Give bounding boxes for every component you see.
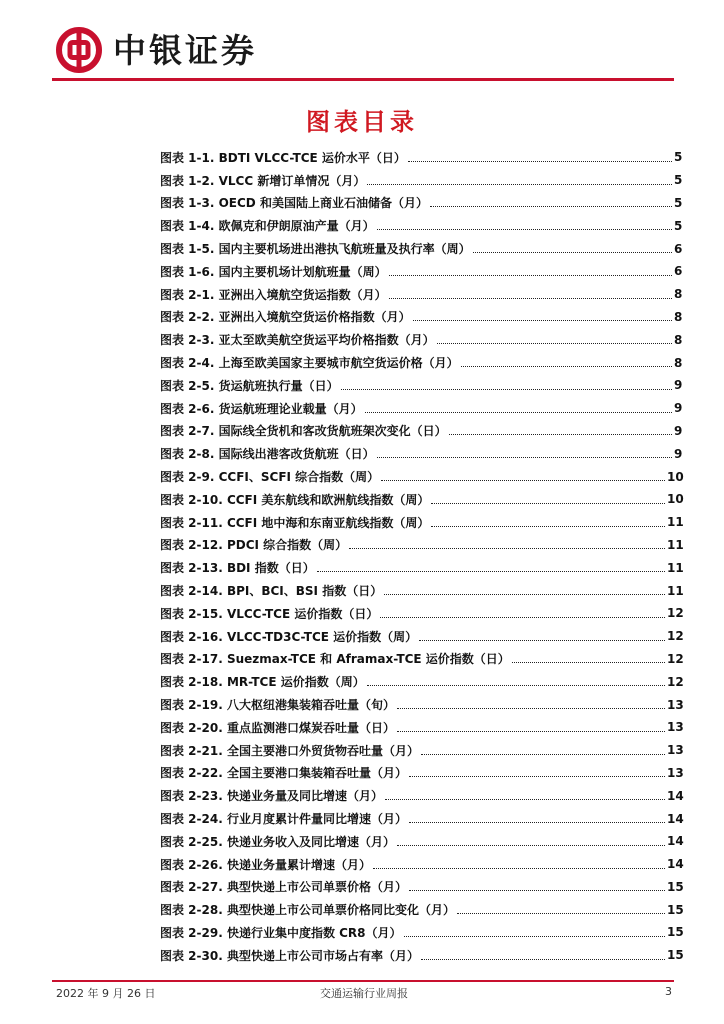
toc-entry[interactable] bbox=[160, 830, 682, 853]
toc-dot-leader bbox=[367, 184, 672, 185]
toc-entry-page-number: 11 bbox=[667, 515, 684, 530]
toc-entry-page-number: 6 bbox=[674, 264, 683, 279]
toc-entry-label: 图表 2-9. CCFI、SCFI 综合指数（周） bbox=[160, 470, 380, 485]
toc-dot-leader bbox=[449, 434, 672, 435]
toc-entry-label: 图表 1-4. 欧佩克和伊朗原油产量（月） bbox=[160, 219, 375, 234]
toc-entry-label: 图表 2-4. 上海至欧美国家主要城市航空货运价格（月） bbox=[160, 356, 459, 371]
toc-entry[interactable] bbox=[160, 579, 682, 602]
footer-divider bbox=[52, 980, 674, 982]
header-divider bbox=[52, 78, 674, 81]
toc-entry-label: 图表 2-5. 货运航班执行量（日） bbox=[160, 378, 339, 393]
toc-dot-leader bbox=[341, 389, 672, 390]
toc-entry[interactable] bbox=[160, 534, 682, 557]
toc-entry[interactable] bbox=[160, 420, 682, 443]
toc-dot-leader bbox=[409, 822, 665, 823]
toc-dot-leader bbox=[377, 229, 672, 230]
toc-entry-label: 图表 2-17. Suezmax-TCE 和 Aframax-TCE 运价指数（日） bbox=[160, 652, 510, 667]
toc-dot-leader bbox=[409, 776, 665, 777]
toc-entry-label: 图表 2-28. 典型快递上市公司单票价格同比变化（月） bbox=[160, 903, 455, 918]
toc-entry-page-number: 12 bbox=[667, 674, 684, 689]
toc-entry[interactable] bbox=[160, 237, 682, 260]
toc-entry[interactable] bbox=[160, 488, 682, 511]
toc-entry-page-number: 13 bbox=[667, 743, 684, 758]
toc-dot-leader bbox=[461, 366, 672, 367]
toc-entry-page-number: 15 bbox=[667, 879, 684, 894]
footer-report-title: 交通运输行业周报 bbox=[320, 987, 408, 1000]
toc-entry-page-number: 15 bbox=[667, 902, 684, 917]
toc-entry-page-number: 15 bbox=[667, 925, 684, 940]
toc-entry-label: 图表 1-3. OECD 和美国陆上商业石油储备（月） bbox=[160, 196, 428, 211]
toc-entry[interactable] bbox=[160, 602, 682, 625]
toc-entry-page-number: 12 bbox=[667, 651, 684, 666]
toc-dot-leader bbox=[397, 731, 665, 732]
toc-entry-page-number: 9 bbox=[674, 378, 683, 393]
toc-entry[interactable] bbox=[160, 944, 682, 967]
toc-entry-label: 图表 2-27. 典型快递上市公司单票价格（月） bbox=[160, 880, 407, 895]
toc-entry-page-number: 5 bbox=[674, 195, 683, 210]
toc-dot-leader bbox=[397, 845, 665, 846]
toc-dot-leader bbox=[404, 936, 665, 937]
toc-entry-page-number: 15 bbox=[667, 948, 684, 963]
toc-entry-label: 图表 2-29. 快递行业集中度指数 CR8（月） bbox=[160, 925, 402, 940]
toc-dot-leader bbox=[367, 685, 665, 686]
toc-entry-page-number: 10 bbox=[667, 492, 684, 507]
toc-entry-label: 图表 2-3. 亚太至欧美航空货运平均价格指数（月） bbox=[160, 333, 435, 348]
toc-entry-page-number: 9 bbox=[674, 446, 683, 461]
toc-entry[interactable] bbox=[160, 853, 682, 876]
toc-entry-label: 图表 1-6. 国内主要机场计划航班量（周） bbox=[160, 264, 387, 279]
toc-dot-leader bbox=[397, 708, 665, 709]
toc-entry-label: 图表 2-20. 重点监测港口煤炭吞吐量（日） bbox=[160, 720, 395, 735]
toc-entry-page-number: 11 bbox=[667, 537, 684, 552]
toc-entry-page-number: 5 bbox=[674, 218, 683, 233]
toc-entry-page-number: 8 bbox=[674, 332, 683, 347]
toc-entry-label: 图表 2-21. 全国主要港口外贸货物吞吐量（月） bbox=[160, 743, 419, 758]
toc-entry-label: 图表 2-30. 典型快递上市公司市场占有率（月） bbox=[160, 948, 419, 963]
toc-entry-label: 图表 2-19. 八大枢纽港集装箱吞吐量（旬） bbox=[160, 698, 395, 713]
toc-entry[interactable] bbox=[160, 351, 682, 374]
toc-entry[interactable] bbox=[160, 876, 682, 899]
toc-entry[interactable] bbox=[160, 192, 682, 215]
toc-entry[interactable] bbox=[160, 397, 682, 420]
toc-dot-leader bbox=[457, 913, 665, 914]
toc-entry-label: 图表 2-23. 快递业务量及同比增速（月） bbox=[160, 789, 383, 804]
toc-entry[interactable] bbox=[160, 214, 682, 237]
toc-title: 图表目录 bbox=[306, 107, 418, 136]
toc-entry[interactable] bbox=[160, 511, 682, 534]
toc-entry-page-number: 8 bbox=[674, 309, 683, 324]
toc-dot-leader bbox=[384, 594, 665, 595]
toc-entry-label: 图表 2-26. 快递业务量累计增速（月） bbox=[160, 857, 371, 872]
toc-entry[interactable] bbox=[160, 465, 682, 488]
toc-entry-label: 图表 2-22. 全国主要港口集装箱吞吐量（月） bbox=[160, 766, 407, 781]
toc-entry[interactable] bbox=[160, 328, 682, 351]
toc-entry[interactable] bbox=[160, 169, 682, 192]
toc-entry[interactable] bbox=[160, 921, 682, 944]
toc-entry-page-number: 9 bbox=[674, 401, 683, 416]
toc-entry[interactable] bbox=[160, 283, 682, 306]
toc-entry-label: 图表 2-25. 快递业务收入及同比增速（月） bbox=[160, 834, 395, 849]
toc-dot-leader bbox=[419, 640, 665, 641]
toc-entry-page-number: 10 bbox=[667, 469, 684, 484]
toc-dot-leader bbox=[389, 275, 672, 276]
toc-entry-page-number: 13 bbox=[667, 720, 684, 735]
toc-entry[interactable] bbox=[160, 693, 682, 716]
toc-dot-leader bbox=[381, 480, 665, 481]
toc-entry-page-number: 6 bbox=[674, 241, 683, 256]
toc-entry[interactable] bbox=[160, 670, 682, 693]
toc-dot-leader bbox=[380, 617, 665, 618]
toc-entry[interactable] bbox=[160, 625, 682, 648]
toc-entry-page-number: 14 bbox=[667, 788, 684, 803]
toc-entry[interactable] bbox=[160, 306, 682, 329]
toc-entry-page-number: 14 bbox=[667, 834, 684, 849]
toc-dot-leader bbox=[473, 252, 672, 253]
toc-entry[interactable] bbox=[160, 556, 682, 579]
toc-entry-label: 图表 2-10. CCFI 美东航线和欧洲航线指数（周） bbox=[160, 492, 430, 507]
toc-entry-page-number: 14 bbox=[667, 857, 684, 872]
toc-entry-page-number: 9 bbox=[674, 423, 683, 438]
toc-entry[interactable] bbox=[160, 762, 682, 785]
toc-entry-label: 图表 2-16. VLCC-TD3C-TCE 运价指数（周） bbox=[160, 629, 418, 644]
toc-entry-label: 图表 2-12. PDCI 综合指数（周） bbox=[160, 538, 348, 553]
toc-entry[interactable] bbox=[160, 807, 682, 830]
toc-dot-leader bbox=[409, 890, 665, 891]
toc-entry[interactable] bbox=[160, 739, 682, 762]
toc-entry-label: 图表 2-2. 亚洲出入境航空货运价格指数（月） bbox=[160, 310, 411, 325]
toc-entry-label: 图表 2-13. BDI 指数（日） bbox=[160, 561, 315, 576]
toc-dot-leader bbox=[408, 161, 672, 162]
toc-entry-page-number: 12 bbox=[667, 606, 684, 621]
toc-dot-leader bbox=[365, 412, 672, 413]
toc-entry-page-number: 5 bbox=[674, 150, 683, 165]
toc-dot-leader bbox=[421, 754, 665, 755]
toc-entry-page-number: 13 bbox=[667, 697, 684, 712]
toc-dot-leader bbox=[430, 206, 672, 207]
toc-entry[interactable] bbox=[160, 442, 682, 465]
toc-entry-page-number: 11 bbox=[667, 560, 684, 575]
toc-entry[interactable] bbox=[160, 260, 682, 283]
toc-dot-leader bbox=[377, 457, 672, 458]
toc-dot-leader bbox=[317, 571, 665, 572]
toc-entry[interactable] bbox=[160, 716, 682, 739]
toc-entry[interactable] bbox=[160, 898, 682, 921]
toc-entry-label: 图表 2-24. 行业月度累计件量同比增速（月） bbox=[160, 812, 407, 826]
toc-dot-leader bbox=[512, 662, 665, 663]
toc-dot-leader bbox=[437, 343, 672, 344]
toc-dot-leader bbox=[431, 503, 665, 504]
toc-entry-label: 图表 1-1. BDTI VLCC-TCE 运价水平（日） bbox=[160, 150, 406, 165]
toc-entry-page-number: 14 bbox=[667, 811, 684, 826]
toc-dot-leader bbox=[413, 320, 672, 321]
toc-entry-label: 图表 2-6. 货运航班理论业载量（月） bbox=[160, 401, 363, 416]
toc-entry-label: 图表 1-5. 国内主要机场进出港执飞航班量及执行率（周） bbox=[160, 242, 471, 257]
brand-name: 中银证券 bbox=[113, 30, 257, 70]
header bbox=[55, 22, 257, 78]
toc-entry-label: 图表 2-8. 国际线出港客改货航班（日） bbox=[160, 447, 375, 462]
toc-entry-page-number: 13 bbox=[667, 765, 684, 780]
toc-dot-leader bbox=[385, 799, 665, 800]
toc-entry-label: 图表 2-1. 亚洲出入境航空货运指数（月） bbox=[160, 287, 387, 302]
toc-dot-leader bbox=[373, 868, 665, 869]
bank-of-china-logo-icon bbox=[55, 26, 103, 74]
toc-entry-page-number: 11 bbox=[667, 583, 684, 598]
toc-entry-label: 图表 2-18. MR-TCE 运价指数（周） bbox=[160, 675, 365, 690]
toc-entry-label: 图表 2-14. BPI、BCI、BSI 指数（日） bbox=[160, 584, 383, 599]
toc-dot-leader bbox=[349, 548, 665, 549]
toc-entry-page-number: 12 bbox=[667, 629, 684, 644]
toc-entry-page-number: 5 bbox=[674, 173, 683, 188]
toc-entry-page-number: 8 bbox=[674, 287, 683, 302]
footer-page-number: 3 bbox=[665, 985, 672, 998]
toc-entry[interactable] bbox=[160, 648, 682, 671]
toc-entry[interactable] bbox=[160, 784, 682, 807]
toc-dot-leader bbox=[389, 298, 672, 299]
toc-entry[interactable] bbox=[160, 146, 682, 169]
toc-entry-label: 图表 2-15. VLCC-TCE 运价指数（日） bbox=[160, 606, 379, 621]
toc-dot-leader bbox=[421, 959, 665, 960]
toc-entry-label: 图表 2-7. 国际线全货机和客改货航班架次变化（日） bbox=[160, 424, 447, 439]
toc-list bbox=[160, 146, 682, 967]
toc-entry-label: 图表 1-2. VLCC 新增订单情况（月） bbox=[160, 173, 366, 188]
toc-dot-leader bbox=[431, 526, 665, 527]
footer-date: 2022 年 9 月 26 日 bbox=[56, 987, 156, 1000]
toc-entry[interactable] bbox=[160, 374, 682, 397]
toc-entry-label: 图表 2-11. CCFI 地中海和东南亚航线指数（周） bbox=[160, 515, 430, 530]
toc-entry-page-number: 8 bbox=[674, 355, 683, 370]
